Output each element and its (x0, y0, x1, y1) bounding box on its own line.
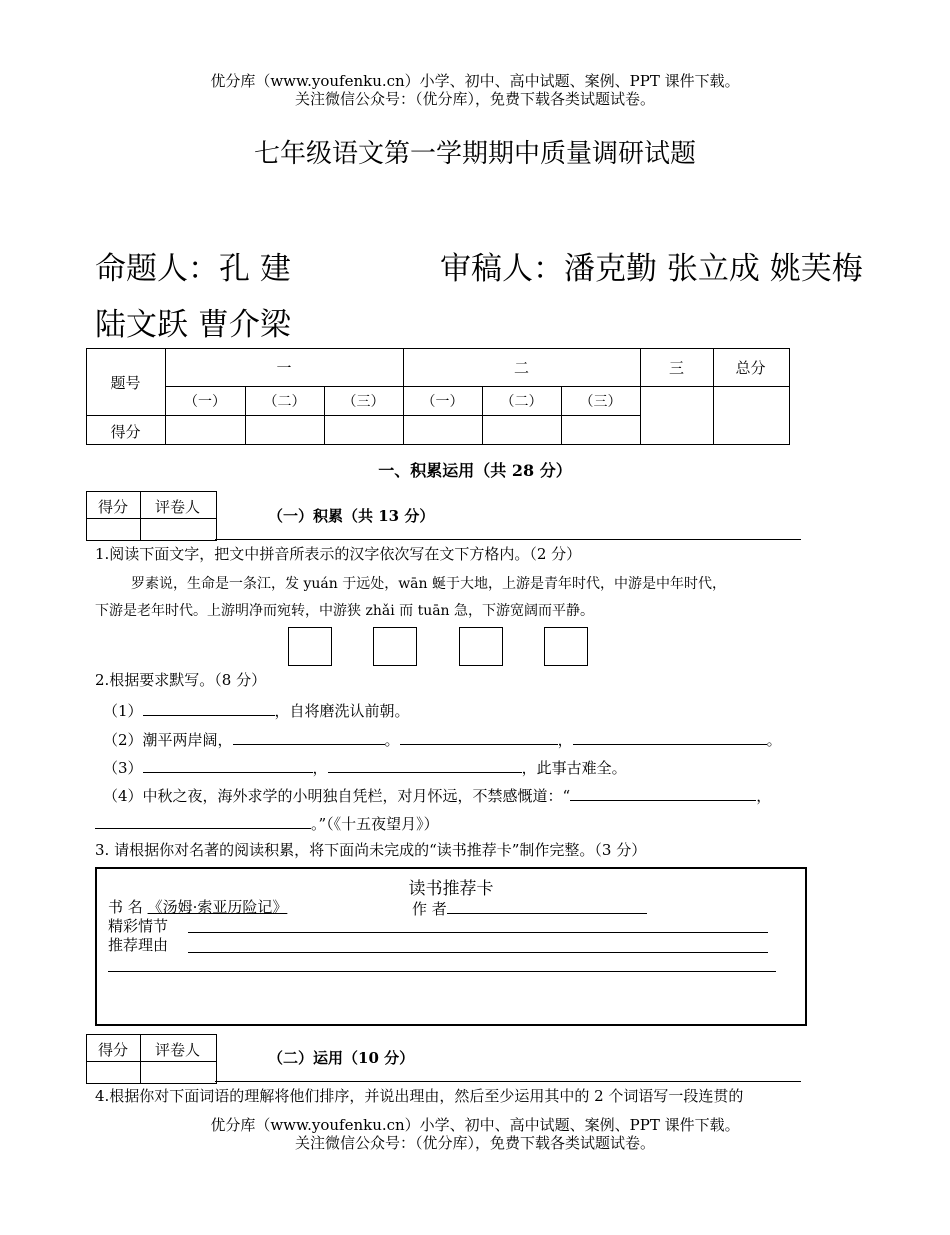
q4-prompt: 4.根据你对下面词语的理解将他们排序，并说出理由，然后至少运用其中的 2 个词语写一段连贯的 (95, 1087, 744, 1105)
card-author-blank[interactable] (447, 897, 647, 914)
footer-line-1: 优分库（www.youfenku.cn）小学、初中、高中试题、案例、PPT 课件下载。 (210, 1116, 740, 1134)
card-plot-label: 精彩情节 (108, 917, 169, 935)
q2-item-4-sep: ， (756, 787, 772, 805)
answer-box-2[interactable] (373, 627, 417, 666)
q2-item-1-text: ，自将磨洗认前朝。 (274, 702, 410, 720)
q2-item-4-cont (95, 812, 439, 834)
q2-blank-7[interactable] (570, 784, 756, 801)
card-author-label: 作 者 (412, 900, 447, 918)
q2-prompt: 2.根据要求默写。（8 分） (95, 671, 267, 689)
q2-blank-2[interactable] (233, 728, 385, 745)
q1-text-line-1: 罗素说，生命是一条江，发 yuán 于远处，wān 蜒于大地，上游是青年时代，中游是中年时代， (131, 576, 726, 592)
table-group-3: 三 (668, 359, 684, 377)
table-label-score: 得分 (110, 423, 141, 441)
part-1-title: （一）积累（共 13 分） (268, 507, 435, 525)
table-group-2: 二 (513, 359, 529, 377)
part-2-title: （二）运用（10 分） (268, 1049, 415, 1067)
card-title: 读书推荐卡 (408, 879, 494, 899)
answer-box-3[interactable] (459, 627, 503, 666)
card-book-label: 书 名 (108, 898, 143, 916)
card-plot-blank[interactable] (188, 932, 768, 933)
card-reason-blank-1[interactable] (188, 952, 768, 953)
q2-item-4 (103, 784, 771, 806)
card-book-name: 《汤姆·索亚历险记》 (147, 898, 288, 916)
reviewers-line: 审稿人：潘克勤 张立成 姚芙梅 (440, 251, 863, 287)
q2-item-3-label: （3） (103, 759, 143, 777)
q2-item-2 (103, 728, 782, 750)
table-label-question-number: 题号 (110, 374, 141, 392)
setter-line: 命题人：孔 建 (95, 251, 291, 287)
table-sub-5: （二） (500, 394, 543, 410)
header-line-1: 优分库（www.youfenku.cn）小学、初中、高中试题、案例、PPT 课件下载。 (210, 72, 740, 90)
reviewers-line-2: 陆文跃 曹介梁 (95, 307, 291, 343)
q2-blank-6[interactable] (328, 756, 522, 773)
q2-item-2-sep-1: 。 (384, 731, 400, 749)
q2-item-4-end: 。”（《十五夜望月》） (311, 815, 439, 833)
answer-box-1[interactable] (288, 627, 332, 666)
table-group-1: 一 (276, 359, 292, 377)
q2-item-2-label: （2）潮平两岸阔， (103, 731, 233, 749)
footer-line-2: 关注微信公众号：（优分库），免费下载各类试题试卷。 (294, 1134, 655, 1152)
q2-item-1 (103, 699, 410, 721)
q2-blank-3[interactable] (400, 728, 558, 745)
grader-person-label: 评卷人 (154, 498, 200, 516)
section-1-title: 一、积累运用（共 28 分） (378, 461, 572, 480)
grader-score-label: 得分 (97, 498, 128, 516)
q2-item-4-text: （4）中秋之夜，海外求学的小明独自凭栏，对月怀远，不禁感慨道：“ (103, 787, 571, 805)
table-sub-2: （二） (263, 394, 306, 410)
q2-item-3-end: ，此事古难全。 (521, 759, 627, 777)
q2-blank-4[interactable] (573, 728, 767, 745)
q1-text-line-2: 下游是老年时代。上游明净而宛转，中游狭 zhǎi 而 tuān 急，下游宽阔而平静。 (95, 603, 595, 619)
table-total: 总分 (735, 359, 766, 377)
q2-item-2-end: 。 (766, 731, 782, 749)
q2-item-3-sep: ， (312, 759, 328, 777)
grader-score-label-2: 得分 (97, 1041, 128, 1059)
table-sub-4: （一） (421, 394, 464, 410)
header-line-2: 关注微信公众号：（优分库），免费下载各类试题试卷。 (294, 90, 655, 108)
card-author-row (412, 897, 647, 919)
card-book-row (108, 897, 287, 917)
card-reason-label: 推荐理由 (108, 936, 169, 954)
page-title: 七年级语文第一学期期中质量调研试题 (253, 139, 696, 169)
q2-blank-5[interactable] (143, 756, 313, 773)
table-sub-6: （三） (579, 394, 622, 410)
card-reason-blank-2[interactable] (108, 971, 776, 972)
q2-blank-8[interactable] (95, 812, 311, 829)
q1-prompt: 1.阅读下面文字，把文中拼音所表示的汉字依次写在文下方格内。（2 分） (95, 545, 582, 563)
grader-person-label-2: 评卷人 (154, 1041, 200, 1059)
answer-box-4[interactable] (544, 627, 588, 666)
table-sub-1: （一） (184, 394, 226, 410)
q2-item-2-sep-2: ， (557, 731, 573, 749)
q2-item-1-label: （1） (103, 702, 143, 720)
q2-item-3 (103, 756, 627, 778)
q3-prompt: 3. 请根据你对名著的阅读积累，将下面尚未完成的“读书推荐卡”制作完整。（3 分） (95, 841, 647, 859)
table-sub-3: （三） (342, 394, 385, 410)
q2-blank-1[interactable] (143, 699, 275, 716)
